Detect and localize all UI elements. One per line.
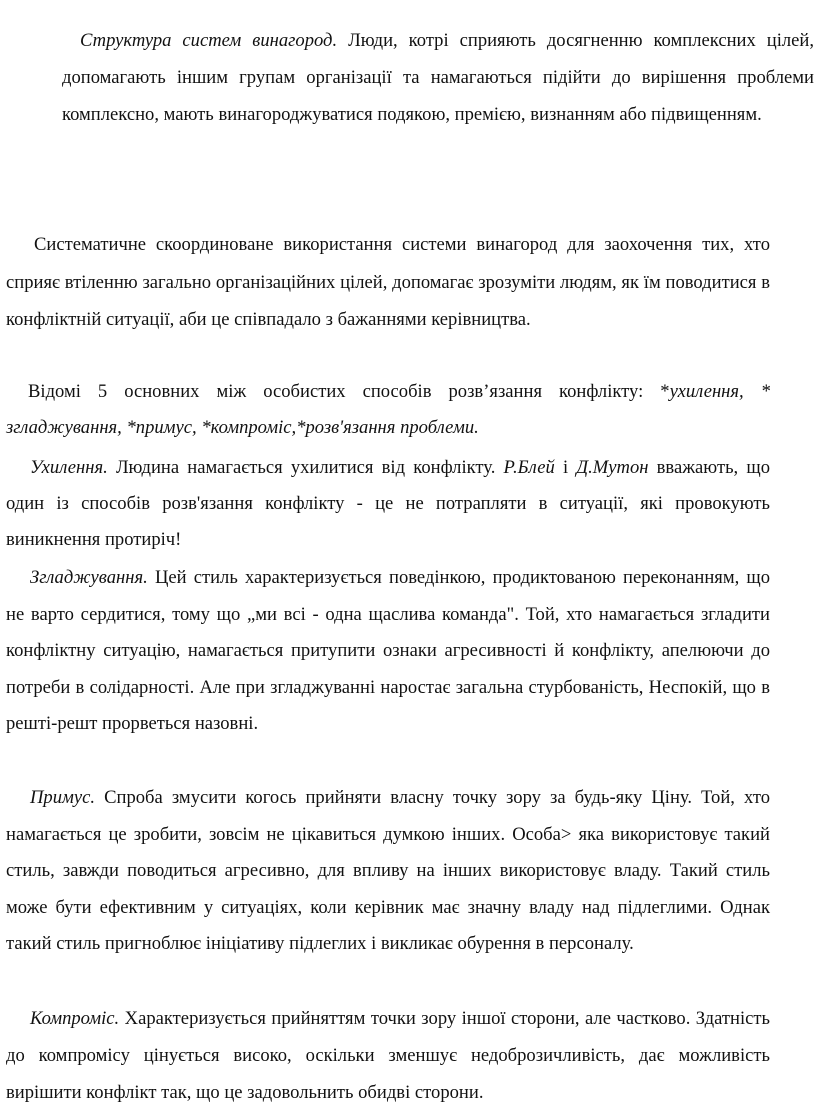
paragraph-text: Систематичне скоординоване використання системи винагород для заохочення тих, хто сприяє втіленню загально організаційних цілей, допомагає зрозуміти людям, як їм поводитися в конфліктній ситуації, аби це співпадало з бажаннями керівництва. xyxy=(6,234,770,330)
paragraph-text: Людина намагається ухилитися від конфлікту. xyxy=(107,457,504,478)
author-mouton: Д.Мутон xyxy=(576,457,649,478)
paragraph-text: Спроба змусити когось прийняти власну точку зору за будь-яку Ціну. Той, хто намагається це зробити, зовсім не цікавиться думкою інших. Особа> яка використовує такий стиль, завжди поводиться агресивно, для впливу на інших використовує владу. Такий стиль може бути ефективним у ситуаціях, коли керівник має значну владу над підлеглими. Однак такий стиль пригноблює ініціативу підлеглих і викликає обурення в персоналу. xyxy=(6,787,770,955)
author-blake: Р.Блей xyxy=(503,457,555,478)
paragraph-text: вважають, що один із способів розв'язання конфлікту - це не потрапляти в ситуації, які провокують виникнення протиріч! xyxy=(6,457,770,550)
term-forcing: Примус. xyxy=(30,787,96,808)
paragraph-coordinated-use xyxy=(6,226,770,339)
paragraph-text: Характеризується прийняттям точки зору іншої сторони, але частково. Здатність до компромісу цінується високо, оскільки зменшує недоброзичливість, дає можливість вирішити конфлікт так, що це задовольнить обидві сторони. xyxy=(6,1008,770,1103)
paragraph-forcing xyxy=(6,780,770,963)
paragraph-compromise xyxy=(6,1000,770,1111)
term-smoothing: Згладжування. xyxy=(30,567,148,588)
paragraph-reward-systems xyxy=(62,22,814,133)
paragraph-text: Відомі 5 основних між особистих способів розв’язання конфлікту: * xyxy=(28,381,670,402)
paragraph-smoothing xyxy=(6,560,770,743)
paragraph-avoidance xyxy=(6,450,770,558)
term-compromise: Компроміс. xyxy=(30,1008,120,1029)
term-avoidance: Ухилення. xyxy=(30,457,108,478)
term-reward-systems: Структура систем винагород. xyxy=(80,30,338,51)
paragraph-five-methods xyxy=(6,374,770,446)
paragraph-text: Цей стиль характеризується поведінкою, продиктованою переконанням, що не варто сердитися, тому що „ми всі - одна щаслива команда". Той, хто намагається згладити конфліктну ситуацію, намагається притупити ознаки агресивності й конфлікту, апелюючи до потреби в солідарності. Але при згладжуванні наростає загальна стурбованість, Неспокій, що в решті-решт прорветься назовні. xyxy=(6,567,770,735)
conjunction: і xyxy=(554,457,577,478)
paragraph-text: Люди, котрі сприяють досягненню комплексних цілей, допомагають іншим групам організації та намагаються підійти до вирішення проблеми комплексно, мають винагороджуватися подякою, премією, визнанням або підвищенням. xyxy=(62,30,814,125)
methods-list: ухилення, * згладжування, *примус, *компроміс,*розв'язання проблеми. xyxy=(6,381,770,438)
